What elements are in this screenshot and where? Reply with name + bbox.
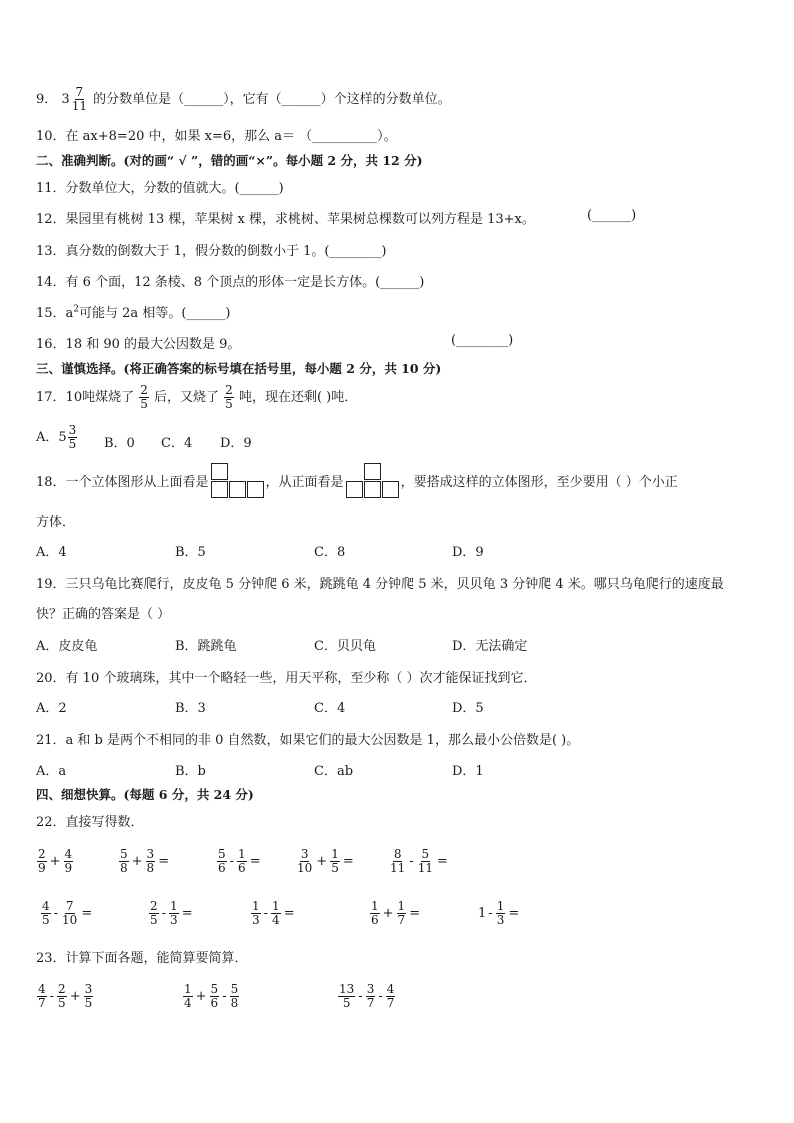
- fraction: $\frac{3}{10}$: [297, 847, 313, 875]
- operator: =: [249, 854, 261, 869]
- question-11: 11．分数单位大，分数的值就大。(______): [36, 181, 284, 196]
- option-c: C．4: [161, 436, 193, 451]
- option-d: D．无法确定: [452, 639, 528, 654]
- option-d: D．9: [452, 545, 484, 560]
- option-c: C．8: [314, 545, 346, 560]
- question-21: 21．a 和 b 是两个不相同的非 0 自然数，如果它们的最大公因数是 1，那么最小公倍数是( )。: [36, 733, 580, 748]
- operator: -: [409, 854, 414, 869]
- operator: =: [181, 906, 193, 921]
- question-12: 12．果园里有桃树 13 棵，苹果树 x 棵，求桃树、苹果树总棵数可以列方程是 13+x。: [36, 212, 535, 227]
- option-b: B．5: [175, 545, 206, 560]
- calc-expression: [369, 900, 422, 927]
- operator: +: [316, 854, 328, 869]
- calc-expression: [118, 848, 171, 875]
- question-text: 的分数单位是（______），它有（______）个这样的分数单位。: [93, 92, 451, 107]
- option-a: A．2: [36, 701, 67, 716]
- option-a: A．皮皮龟: [36, 639, 98, 654]
- operator: =: [409, 906, 421, 921]
- calc-expression: [182, 983, 240, 1010]
- option-c: C．ab: [314, 764, 354, 779]
- front-view-figure: [346, 463, 399, 499]
- section-4-header: 四、细想快算。(每题 6 分，共 24 分): [36, 787, 254, 802]
- question-19: 19．三只乌龟比赛爬行，皮皮龟 5 分钟爬 6 米，跳跳龟 4 分钟爬 5 米，贝贝龟 3 分钟爬 4 米。哪只乌龟爬行的速度最: [36, 577, 724, 592]
- fraction: $\frac{3}{7}$: [366, 982, 375, 1010]
- answer-blank: (________): [451, 333, 514, 348]
- fraction: $\frac{3}{5}$: [84, 982, 93, 1010]
- calc-expression: [148, 900, 195, 927]
- question-19-continued: 快？正确的答案是（ ）: [36, 607, 171, 622]
- fraction: $\frac{5}{6}$: [210, 982, 219, 1010]
- operator: =: [158, 854, 170, 869]
- section-2-header: 二、准确判断。(对的画“ √ ”，错的画“×”。每小题 2 分，共 12 分): [36, 153, 423, 168]
- fraction: $\frac{2}{5}$: [150, 899, 158, 927]
- question-number: 9．: [36, 92, 58, 107]
- question-16: 16．18 和 90 的最大公因数是 9。: [36, 337, 241, 352]
- question-15: 15．$a^2$可能与 2a 相等。(______): [36, 304, 231, 321]
- fraction: $\frac{2}{5}$: [225, 383, 233, 411]
- operator: =: [81, 906, 93, 921]
- calc-expression: [388, 848, 450, 875]
- fraction: $\frac{1}{6}$: [371, 899, 379, 927]
- fraction: $\frac{2}{5}$: [140, 383, 148, 411]
- option-d: D．1: [452, 764, 484, 779]
- fraction: $\frac{4}{7}$: [386, 982, 395, 1010]
- fraction: $\frac{4}{9}$: [64, 847, 73, 875]
- option-b: B．3: [175, 701, 206, 716]
- fraction: $\frac{5}{11}$: [417, 847, 433, 875]
- question-14: 14．有 6 个面，12 条棱、8 个顶点的形体一定是长方体。(______): [36, 275, 425, 290]
- operator: -: [161, 906, 167, 921]
- fraction: $\frac{1}{3}$: [252, 899, 260, 927]
- top-view-figure: [211, 463, 264, 499]
- fraction: $\frac{13}{5}$: [339, 982, 355, 1010]
- operator: -: [378, 989, 383, 1004]
- question-18: 18．一个立体图形从上面看是 ，从正面看是 ，要搭成这样的立体图形，至少要用（ ）个小正: [36, 463, 678, 499]
- question-20: 20．有 10 个玻璃珠，其中一个略轻一些，用天平称，至少称（ ）次才能保证找到它．: [36, 671, 537, 686]
- operator: +: [382, 906, 394, 921]
- calc-expression: [337, 983, 396, 1010]
- question-17: 17．10吨煤烧了 $\frac{2}{5}$ 后，又烧了 $\frac{2}{5}$ 吨，现在还剩( )吨．: [36, 383, 358, 411]
- calc-expression: [36, 848, 74, 875]
- option-b: B．b: [175, 764, 206, 779]
- fraction: $\frac{5}{8}$: [120, 847, 128, 875]
- operator: +: [69, 989, 81, 1004]
- operator: -: [263, 906, 269, 921]
- option-a: A．4: [36, 545, 67, 560]
- fraction: $\frac{5}{8}$: [230, 982, 239, 1010]
- option-a: A．a: [36, 764, 67, 779]
- fraction: $\frac{1}{6}$: [238, 847, 246, 875]
- operator: =: [283, 906, 295, 921]
- fraction: $\frac{8}{11}$: [390, 847, 406, 875]
- fraction: $\frac{1}{3}$: [170, 899, 178, 927]
- calc-expression: [36, 983, 94, 1010]
- operator: -: [49, 989, 55, 1004]
- question-18-continued: 方体．: [36, 515, 76, 530]
- mixed-number: 3 $\frac{7}{11}$: [61, 85, 87, 113]
- operator: -: [358, 989, 363, 1004]
- option-d: D．9: [220, 436, 252, 451]
- calc-expression: [295, 848, 356, 875]
- option-c: C．贝贝龟: [314, 639, 376, 654]
- option-c: C．4: [314, 701, 346, 716]
- fraction: $\frac{4}{7}$: [38, 982, 46, 1010]
- option-b: B．跳跳龟: [175, 639, 237, 654]
- option-a: A．5 $\frac{3}{5}$: [36, 423, 77, 451]
- fraction: $\frac{7}{10}$: [62, 899, 78, 927]
- option-b: B．0: [104, 436, 135, 451]
- calc-expression: 1 - $\frac{1}{3}$ =: [478, 899, 520, 927]
- operator: +: [195, 989, 207, 1004]
- operator: +: [131, 854, 143, 869]
- calc-expression: [40, 900, 94, 927]
- operator: -: [229, 854, 235, 869]
- operator: =: [436, 854, 448, 869]
- question-9: [36, 86, 451, 113]
- question-10: 10．在 ax+8=20 中，如果 x=6，那么 a＝ （__________）。: [36, 129, 397, 144]
- question-22: 22．直接写得数．: [36, 815, 144, 830]
- operator: +: [49, 854, 61, 869]
- calc-expression: [250, 900, 297, 927]
- operator: -: [488, 906, 493, 921]
- calc-expression: [216, 848, 263, 875]
- operator: =: [342, 854, 354, 869]
- fraction: $\frac{2}{9}$: [38, 847, 46, 875]
- fraction: $\frac{1}{7}$: [397, 899, 406, 927]
- operator: -: [222, 989, 227, 1004]
- fraction: $\frac{5}{6}$: [218, 847, 226, 875]
- fraction: $\frac{1}{5}$: [331, 847, 339, 875]
- operator: =: [508, 906, 520, 921]
- question-23: 23．计算下面各题，能简算要简算．: [36, 951, 248, 966]
- fraction: $\frac{4}{5}$: [42, 899, 50, 927]
- option-d: D．5: [452, 701, 484, 716]
- fraction: $\frac{1}{4}$: [272, 899, 280, 927]
- fraction: $\frac{1}{4}$: [184, 982, 192, 1010]
- section-3-header: 三、谨慎选择。(将正确答案的标号填在括号里，每小题 2 分，共 10 分): [36, 361, 442, 376]
- answer-blank: (______): [587, 208, 637, 223]
- question-13: 13．真分数的倒数大于 1，假分数的倒数小于 1。(________): [36, 244, 387, 259]
- operator: -: [53, 906, 59, 921]
- fraction: $\frac{3}{8}$: [146, 847, 155, 875]
- fraction: $\frac{1}{3}$: [496, 899, 505, 927]
- fraction: $\frac{2}{5}$: [58, 982, 66, 1010]
